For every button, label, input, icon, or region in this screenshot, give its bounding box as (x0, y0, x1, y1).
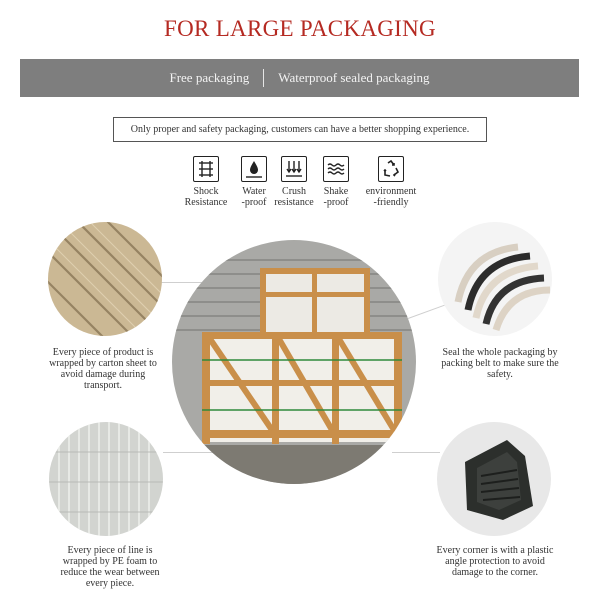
caption-line: Every piece of product is (52, 347, 154, 358)
caption-foam (35, 545, 185, 589)
caption-line: avoid damage during (60, 369, 146, 380)
feature-label: Resistance (184, 197, 228, 208)
feature-label: -proof (323, 197, 349, 208)
packing-belt-image (438, 222, 552, 336)
banner-free-packaging: Free packaging (169, 70, 250, 85)
shock-icon (193, 156, 219, 182)
notice-box: Only proper and safety packaging, customers can have a better shopping experience. (113, 117, 487, 142)
crush-arrows-icon (281, 156, 307, 182)
banner (20, 59, 579, 97)
caption-line: angle protection to avoid (445, 556, 545, 567)
feature-label: resistance (274, 197, 314, 208)
caption-line: wrapped by carton sheet to (49, 358, 157, 369)
caption-line: Every piece of line is (67, 545, 153, 556)
feature-label: Crush (282, 186, 306, 197)
caption-line: packing belt to make sure the (441, 358, 559, 369)
pe-foam-image (49, 422, 163, 536)
banner-divider (263, 69, 264, 87)
feature-label: Water (242, 186, 266, 197)
feature-label: Shock (193, 186, 219, 197)
feature-environment (360, 156, 422, 208)
caption-line: Every corner is with a plastic (436, 545, 554, 556)
connector-line (163, 452, 218, 453)
recycle-icon (378, 156, 404, 182)
connector-line (408, 304, 446, 319)
caption-belt (420, 347, 580, 380)
shake-waves-icon (323, 156, 349, 182)
wooden-crate-image (172, 240, 416, 484)
caption-line: reduce the wear between (60, 567, 160, 578)
caption-line: Seal the whole packaging by (442, 347, 558, 358)
caption-carton (28, 347, 178, 391)
caption-corner (415, 545, 575, 578)
caption-line: every piece. (85, 578, 135, 589)
page-title: FOR LARGE PACKAGING (164, 16, 436, 41)
corner-protector-image (437, 422, 551, 536)
caption-line: transport. (83, 380, 123, 391)
feature-label: environment (365, 186, 417, 197)
feature-label: -proof (241, 197, 267, 208)
banner-waterproof-packaging: Waterproof sealed packaging (278, 70, 430, 85)
feature-shake (307, 156, 365, 208)
caption-line: wrapped by PE foam to (62, 556, 158, 567)
connector-line (392, 452, 440, 453)
water-drop-icon (241, 156, 267, 182)
carton-sheet-image (48, 222, 162, 336)
feature-label: Shake (323, 186, 349, 197)
feature-label: -friendly (373, 197, 409, 208)
caption-line: damage to the corner. (451, 567, 539, 578)
caption-line: safety. (487, 369, 513, 380)
